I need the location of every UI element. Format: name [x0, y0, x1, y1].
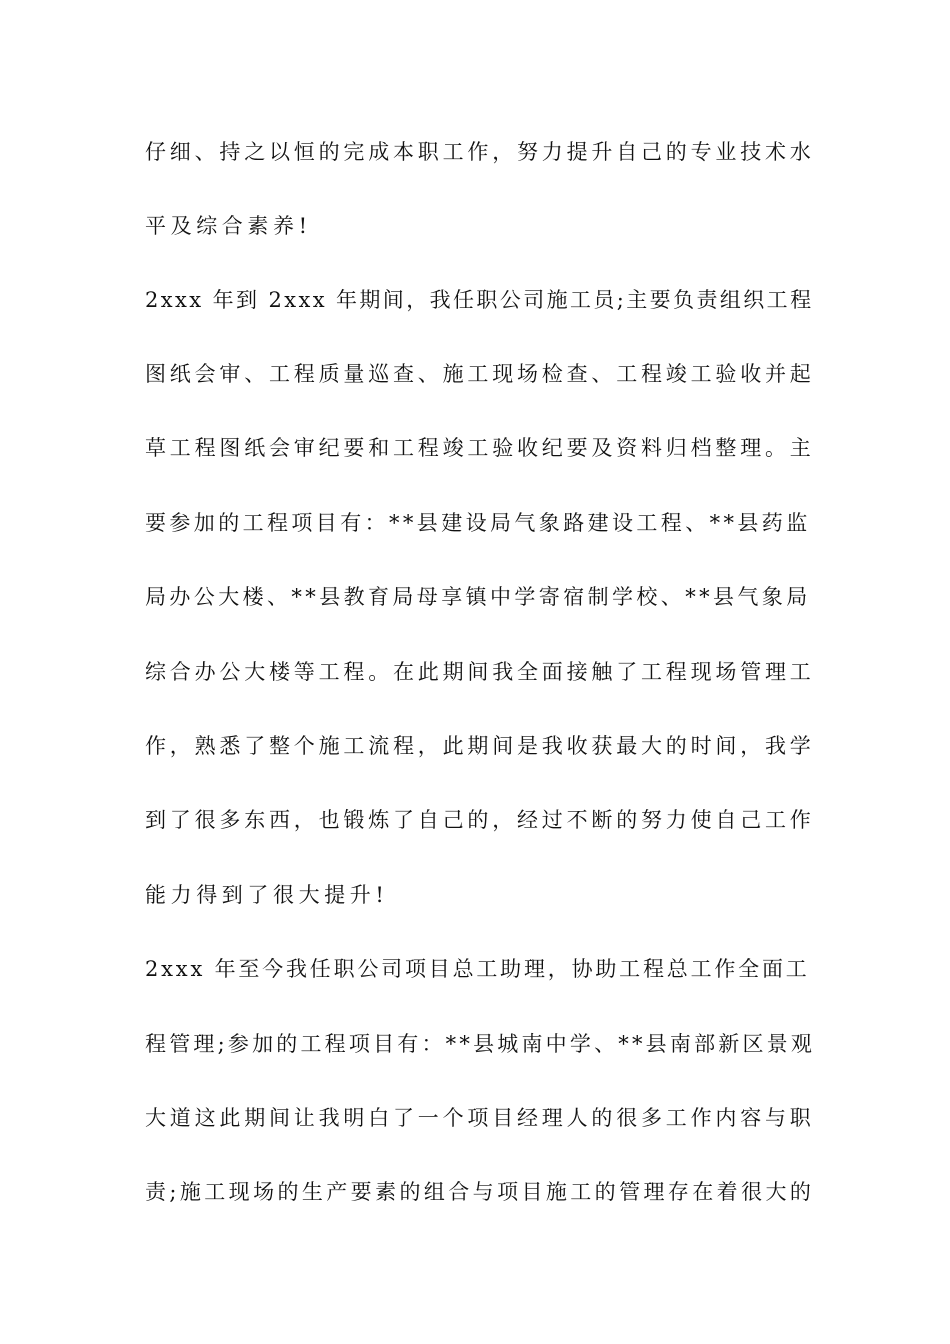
text-line: 到了很多东西，也锻炼了自己的，经过不断的努力使自己工作	[145, 808, 815, 832]
text-line: 2xxx 年到 2xxx 年期间，我任职公司施工员;主要负责组织工程	[145, 288, 814, 312]
text-line: 综合办公大楼等工程。在此期间我全面接触了工程现场管理工	[145, 660, 815, 684]
text-line: 草工程图纸会审纪要和工程竣工验收纪要及资料归档整理。主	[145, 436, 815, 460]
text-line: 大道这此期间让我明白了一个项目经理人的很多工作内容与职	[145, 1106, 815, 1130]
text-line: 程管理;参加的工程项目有：**县城南中学、**县南部新区景观	[145, 1032, 816, 1056]
text-line: 要参加的工程项目有：**县建设局气象路建设工程、**县药监	[145, 511, 811, 535]
text-line: 仔细、持之以恒的完成本职工作，努力提升自己的专业技术水	[145, 140, 815, 164]
text-line: 作，熟悉了整个施工流程，此期间是我收获最大的时间，我学	[145, 734, 815, 758]
text-line: 责;施工现场的生产要素的组合与项目施工的管理存在着很大的	[145, 1180, 815, 1204]
text-line: 2xxx 年至今我任职公司项目总工助理，协助工程总工作全面工	[145, 957, 810, 981]
text-line: 能力得到了很大提升!	[145, 883, 389, 907]
text-line: 平及综合素养!	[145, 214, 312, 238]
text-line: 局办公大楼、**县教育局母享镇中学寄宿制学校、**县气象局	[145, 585, 811, 609]
text-line: 图纸会审、工程质量巡查、施工现场检查、工程竣工验收并起	[145, 362, 815, 386]
